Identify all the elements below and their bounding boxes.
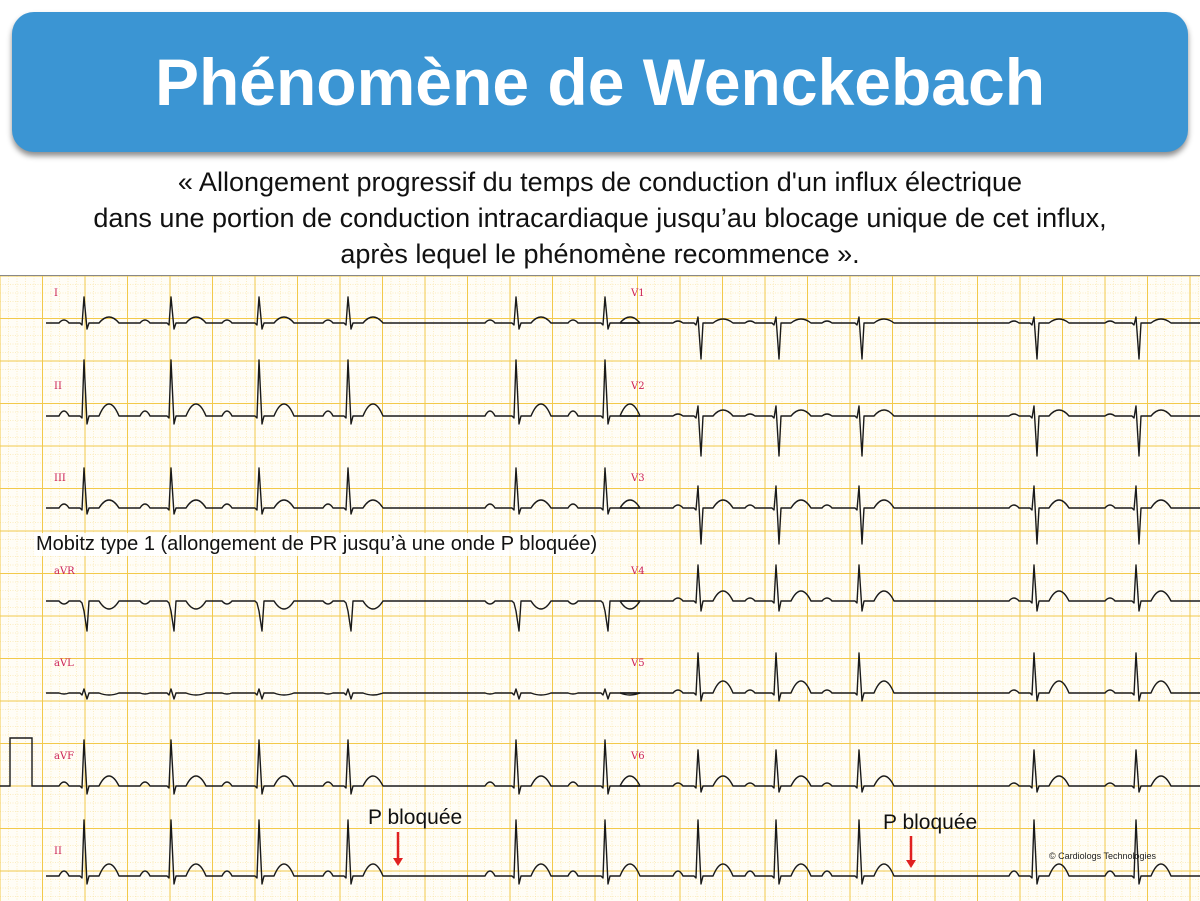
lead-label-V1: V1 xyxy=(631,288,645,299)
title-banner xyxy=(12,12,1188,152)
lead-label-aVF: aVF xyxy=(54,751,75,762)
blocked-p-label: P bloquée xyxy=(883,811,978,834)
copyright-notice: © Cardiologs Technologies xyxy=(1049,851,1157,861)
lead-label-V6: V6 xyxy=(631,751,645,762)
definition-line-2: dans une portion de conduction intracardiaque jusqu’au blocage unique de cet influx, xyxy=(93,203,1107,233)
blocked-p-label: P bloquée xyxy=(368,806,463,829)
definition-line-3: après lequel le phénomène recommence ». xyxy=(340,239,860,269)
lead-label-V4: V4 xyxy=(631,566,645,577)
ecg-grid xyxy=(0,276,1200,901)
lead-label-V5: V5 xyxy=(631,658,645,669)
lead-label-V3: V3 xyxy=(631,473,645,484)
definition-quote xyxy=(0,164,1200,272)
page-title: Phénomène de Wenckebach xyxy=(154,45,1046,119)
lead-label-III: III xyxy=(54,473,66,484)
lead-label-II: II xyxy=(54,381,62,392)
lead-label-aVR: aVR xyxy=(54,566,75,577)
lead-label-I: I xyxy=(54,288,58,299)
definition-line-1: « Allongement progressif du temps de conduction d'un influx électrique xyxy=(177,167,1023,197)
ecg-tracing-panel xyxy=(0,275,1200,901)
ecg-chart xyxy=(0,276,1200,901)
lead-label-rhythm-II: II xyxy=(54,846,62,857)
lead-label-aVL: aVL xyxy=(54,658,74,669)
lead-label-V2: V2 xyxy=(631,381,645,392)
mobitz-annotation: Mobitz type 1 (allongement de PR jusqu’à une onde P bloquée) xyxy=(36,533,598,555)
